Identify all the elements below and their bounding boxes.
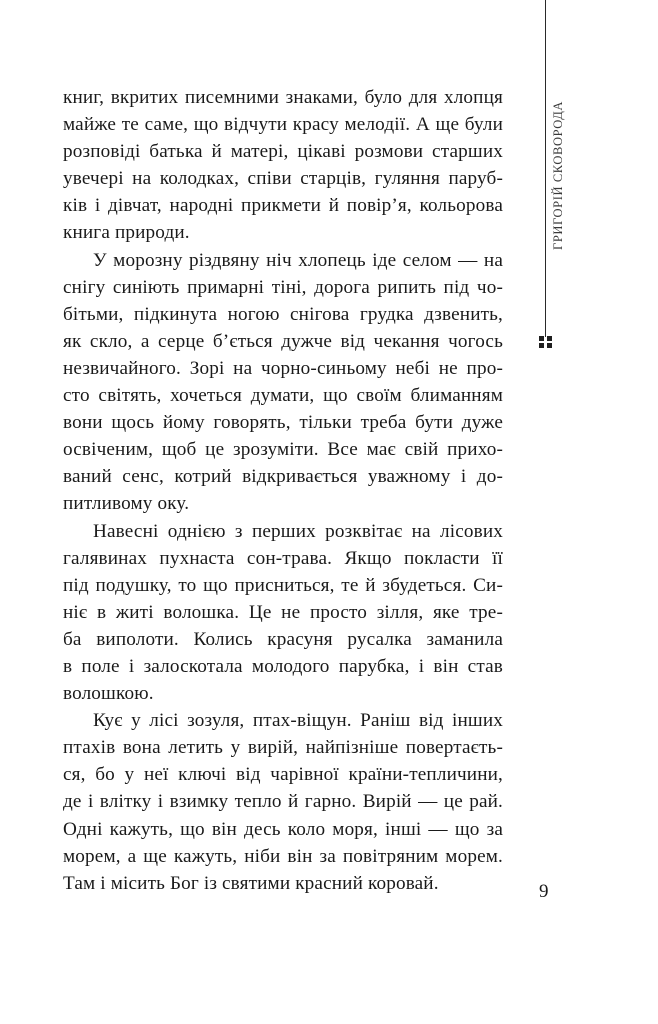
text-line: волошкою. xyxy=(63,683,154,705)
text-line: питливому оку. xyxy=(63,493,190,515)
body-text xyxy=(63,84,503,897)
text-line: розповіді батька й матері, цікаві розмови старших xyxy=(63,141,503,163)
running-head-text: ГРИГОРІЙ СКОВОРОДА xyxy=(551,100,565,250)
text-line: увечері на колодках, співи старців, гуляння паруб- xyxy=(63,168,503,190)
text-line: снігу синіють примарні тіні, дорога рипить під чо- xyxy=(63,276,503,298)
text-line: освіченим, щоб це зрозуміти. Все має свій прихо- xyxy=(63,439,503,461)
text-line: де і влітку і взимку тепло й гарно. Вирій — це рай. xyxy=(63,791,503,813)
text-line: ба виполоти. Колись красуня русалка заманила xyxy=(63,628,503,650)
text-line: вони щось йому говорять, тільки треба бути дуже xyxy=(63,412,503,434)
text-line: майже те саме, що відчути красу мелодії. А ще були xyxy=(63,114,503,136)
text-line: Кує у лісі зозуля, птах-віщун. Раніш від інших xyxy=(93,710,503,732)
text-line: птахів вона летить у вирій, найпізніше повертаєть- xyxy=(63,737,503,759)
text-line: книга природи. xyxy=(63,222,190,244)
running-head-rule xyxy=(545,0,546,337)
text-line: як скло, а серце б’ється дужче від чекання чогось xyxy=(63,330,503,352)
text-line: ніє в житі волошка. Це не просто зілля, яке тре- xyxy=(63,601,503,623)
ornament-icon xyxy=(539,336,553,351)
text-line: галявинах пухнаста сон-трава. Якщо покласти її xyxy=(63,547,503,569)
text-line: незвичайного. Зорі на чорно-синьому небі не про- xyxy=(63,357,503,379)
text-line: ваний сенс, котрий відкривається уважному і до- xyxy=(63,466,503,488)
running-head xyxy=(548,90,570,250)
text-line: ся, бо у неї ключі від чарівної країни-тепличини, xyxy=(63,764,503,786)
text-line: У морозну різдвяну ніч хлопець іде селом — на xyxy=(93,249,503,271)
text-line: сто світять, хочеться думати, що своїм блиманням xyxy=(63,385,503,407)
text-line: ків і дівчат, народні прикмети й повір’я, кольорова xyxy=(63,195,503,217)
text-line: книг, вкритих писемними знаками, було для хлопця xyxy=(63,87,503,108)
text-line: Одні кажуть, що він десь коло моря, інші — що за xyxy=(63,818,503,840)
page-number: 9 xyxy=(539,881,549,902)
text-line: бітьми, підкинута ногою снігова грудка дзвенить, xyxy=(63,303,503,325)
text-line: Навесні однією з перших розквітає на лісових xyxy=(93,520,503,542)
text-line: під подушку, то що присниться, те й збудеться. Си- xyxy=(63,574,503,596)
text-line: в поле і залоскотала молодого парубка, і він став xyxy=(63,655,503,677)
text-line: морем, а ще кажуть, ніби він за повітряним морем. xyxy=(63,845,503,867)
text-line: Там і місить Бог із святими красний коровай. xyxy=(63,872,439,894)
